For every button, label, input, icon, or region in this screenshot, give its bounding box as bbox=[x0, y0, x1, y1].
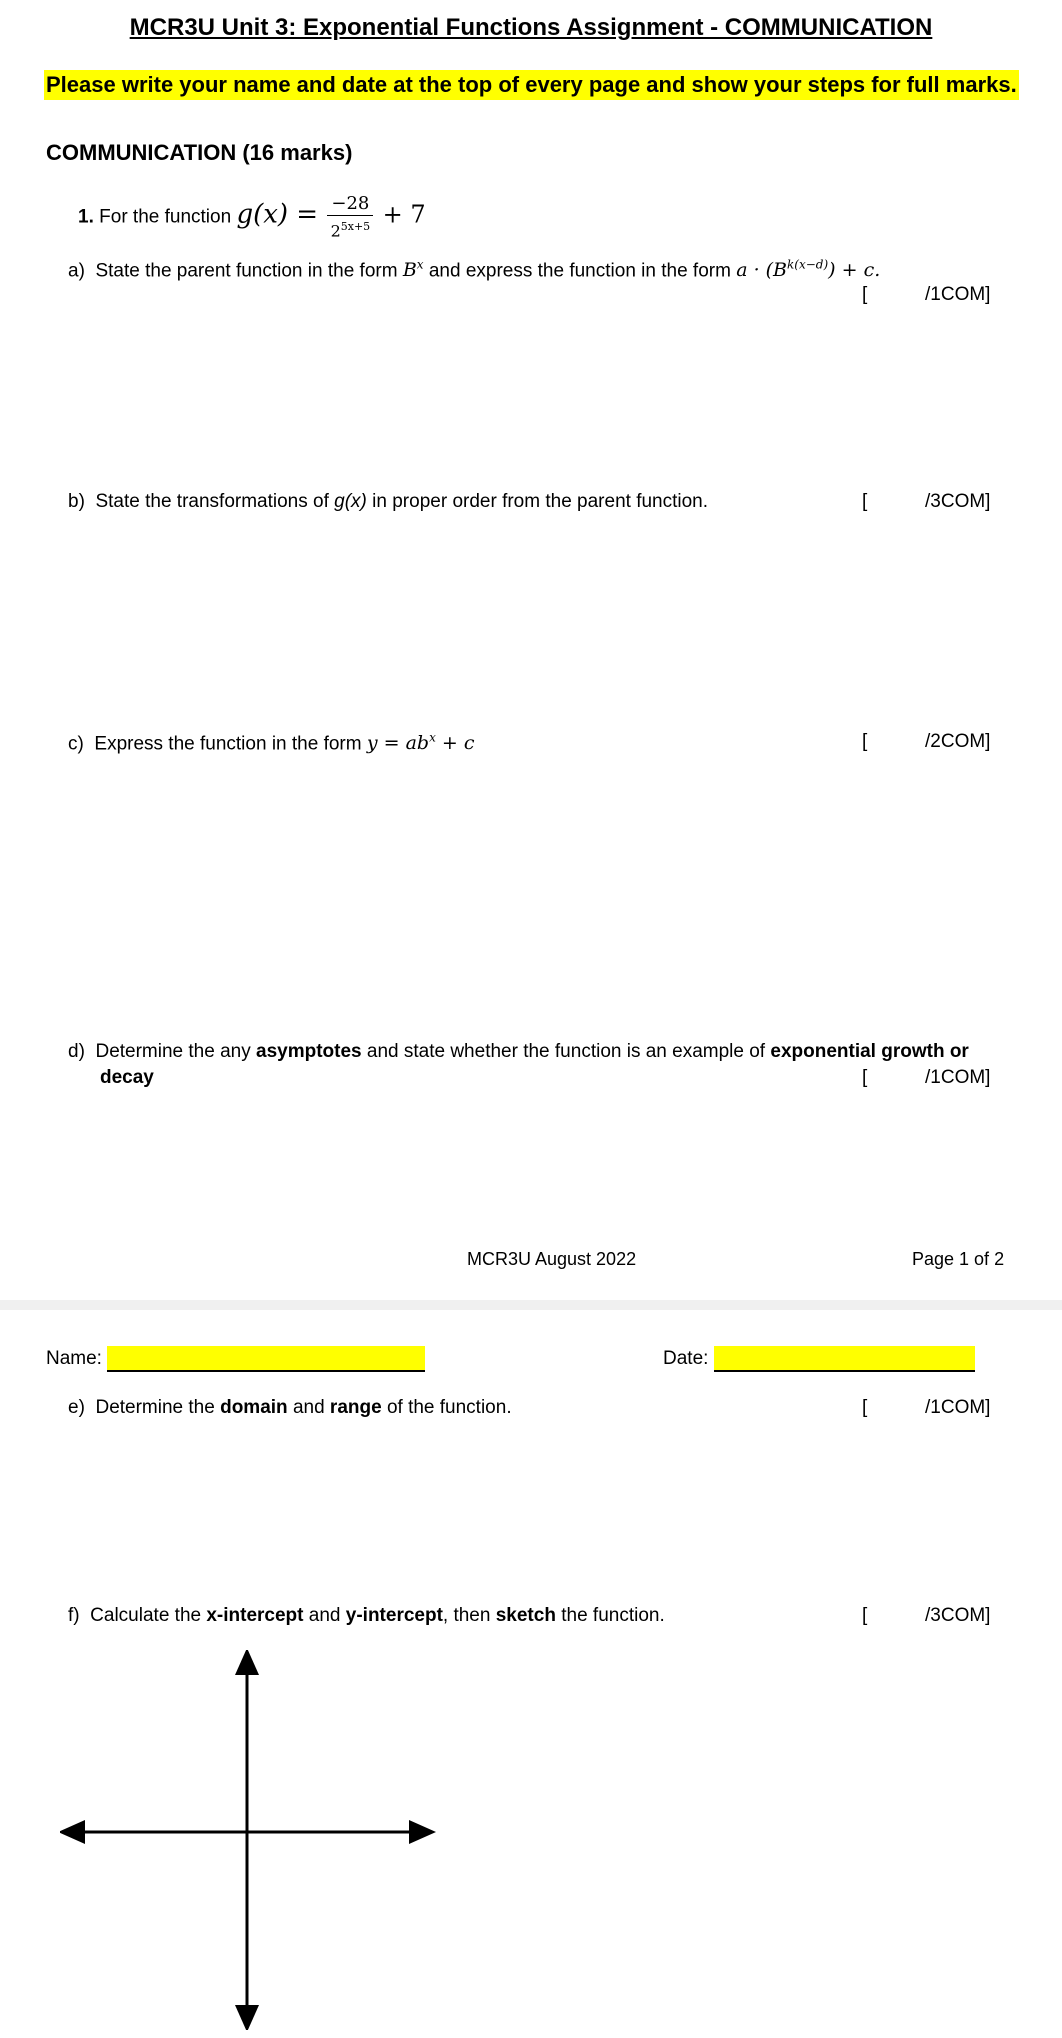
part-e-marks: /1COM] bbox=[925, 1397, 991, 1418]
question-prefix: For the function bbox=[99, 206, 232, 228]
part-d-label: d) bbox=[68, 1041, 85, 1062]
exponential-form: $y = ab^x + c$ bbox=[366, 731, 475, 755]
part-c-marks: /2COM] bbox=[925, 731, 991, 752]
part-d-continued: decay bbox=[100, 1067, 154, 1088]
part-b-bracket: [ bbox=[862, 491, 868, 512]
name-field[interactable] bbox=[107, 1346, 425, 1372]
part-f: f) Calculate the x-intercept and y-intercept, then sketch the function. bbox=[68, 1605, 665, 1626]
part-f-label: f) bbox=[68, 1605, 80, 1626]
part-a-text-2: and express the function in the form bbox=[428, 260, 731, 282]
part-c-label: c) bbox=[68, 733, 84, 755]
part-f-marks: /3COM] bbox=[925, 1605, 991, 1626]
part-f-bracket: [ bbox=[862, 1605, 868, 1626]
part-a-label: a) bbox=[68, 260, 85, 282]
part-a-bracket: [ bbox=[862, 284, 868, 305]
date-field[interactable] bbox=[714, 1346, 975, 1372]
part-e-bracket: [ bbox=[862, 1397, 868, 1418]
date-label: Date: bbox=[663, 1348, 709, 1369]
part-d-bracket: [ bbox=[862, 1067, 868, 1088]
footer-course: MCR3U August 2022 bbox=[467, 1249, 637, 1269]
transformed-form: $a \cdot (B^{k(x-d)}) + c$. bbox=[736, 258, 881, 282]
function-lhs: g(x) = bbox=[236, 199, 319, 230]
page-2 bbox=[0, 1310, 1062, 2038]
part-e: e) Determine the domain and range of the function. bbox=[68, 1397, 512, 1418]
function-fraction bbox=[327, 193, 373, 242]
part-d: d) Determine the any asymptotes and state whether the function is an example of exponential growth or bbox=[68, 1041, 969, 1062]
name-label: Name: bbox=[46, 1348, 102, 1369]
sketch-axes[interactable] bbox=[60, 1650, 440, 2030]
part-c-bracket: [ bbox=[862, 731, 868, 752]
question-number: 1. bbox=[78, 206, 94, 228]
section-heading: COMMUNICATION (16 marks) bbox=[46, 140, 353, 165]
parent-form: $B^x$ bbox=[402, 258, 424, 282]
part-b-label: b) bbox=[68, 491, 85, 512]
fraction-numerator: −28 bbox=[327, 193, 373, 216]
page-separator bbox=[0, 1300, 1062, 1310]
gx-term: g(x) bbox=[334, 491, 367, 512]
instruction-banner: Please write your name and date at the top of every page and show your steps for full marks. bbox=[44, 70, 1019, 100]
footer-page-number: Page 1 of 2 bbox=[912, 1249, 1005, 1269]
part-b: b) State the transformations of g(x) in proper order from the parent function. bbox=[68, 491, 709, 512]
part-a-marks: /1COM] bbox=[925, 284, 991, 305]
part-e-label: e) bbox=[68, 1397, 85, 1418]
part-a-text: State the parent function in the form bbox=[95, 260, 398, 282]
part-a bbox=[68, 258, 880, 282]
question-1 bbox=[78, 193, 426, 242]
part-d-marks: /1COM] bbox=[925, 1067, 991, 1088]
function-tail: + 7 bbox=[382, 200, 426, 229]
assignment-title: MCR3U Unit 3: Exponential Functions Assignment - COMMUNICATION bbox=[129, 14, 933, 41]
part-c: c) Express the function in the form $y = ab^x + c$ bbox=[68, 731, 475, 755]
part-b-marks: /3COM] bbox=[925, 491, 991, 512]
fraction-denominator: $2^{5x+5}$ bbox=[330, 220, 371, 241]
